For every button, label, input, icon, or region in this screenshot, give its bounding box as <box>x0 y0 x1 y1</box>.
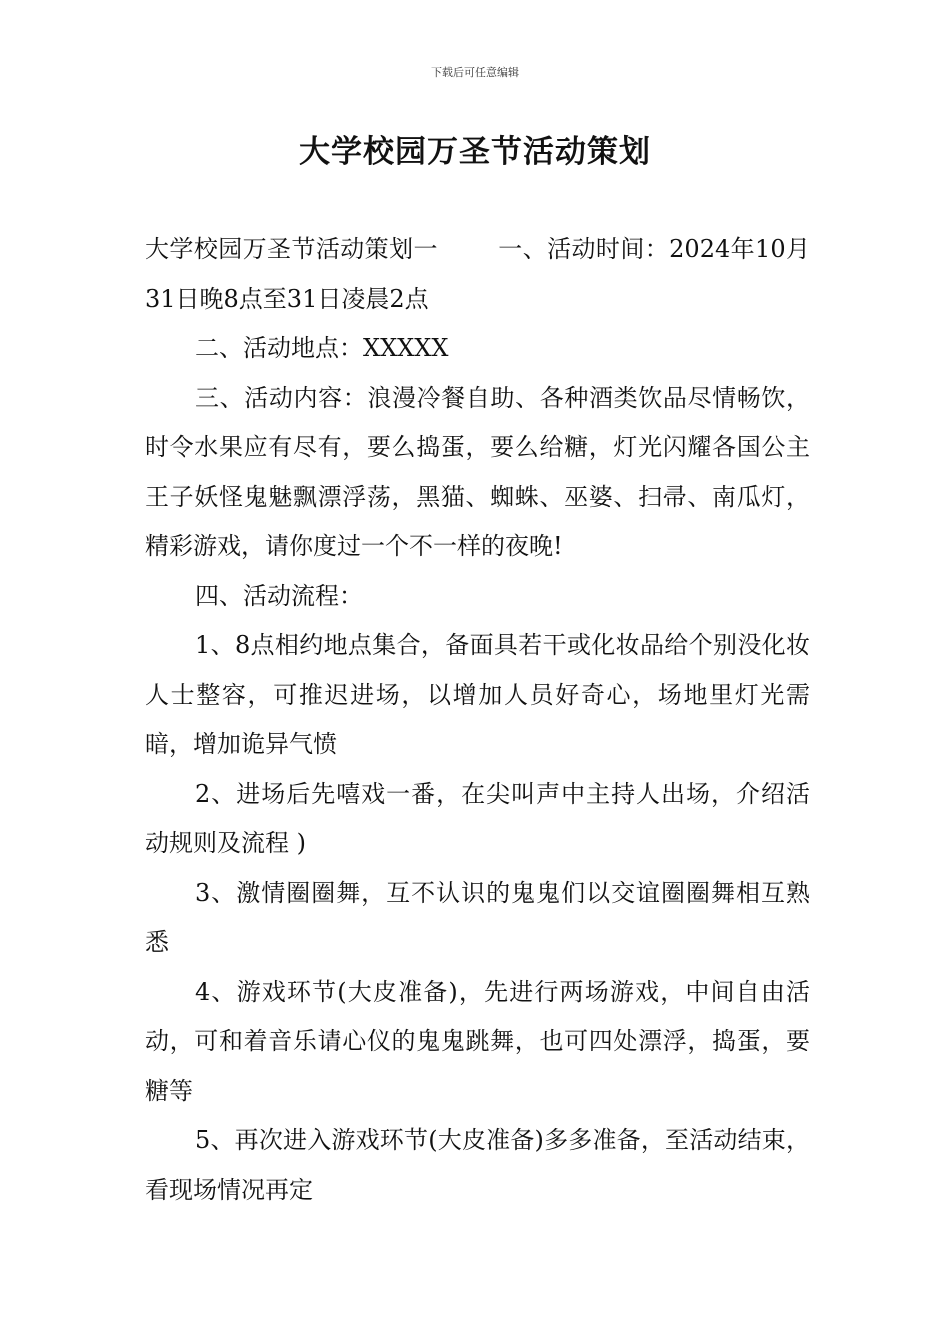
intro-heading: 大学校园万圣节活动策划一 <box>145 235 438 263</box>
page-header-note: 下载后可任意编辑 <box>431 66 519 79</box>
paragraph-step-5: 5、再次进入游戏环节(大皮准备)多多准备，至活动结束，看现场情况再定 <box>145 1126 810 1204</box>
document-body <box>145 225 810 1215</box>
paragraph-step-4: 4、游戏环节(大皮准备)，先进行两场游戏，中间自由活动，可和着音乐请心仪的鬼鬼跳舞，也可四处漂浮，捣蛋，要糖等 <box>145 977 810 1105</box>
paragraph-location: 二、活动地点：XXXXX <box>195 334 449 362</box>
activity-time: 一、活动时间：2024年10月31日晚8点至31日凌晨2点 <box>145 235 810 313</box>
paragraph-intro <box>145 225 810 324</box>
paragraph-process-heading: 四、活动流程： <box>195 581 363 610</box>
paragraph-step-2: 2、进场后先嘻戏一番，在尖叫声中主持人出场，介绍活动规则及流程 ) <box>145 779 810 857</box>
paragraph-step-1: 1、8点相约地点集合，备面具若干或化妆品给个别没化妆人士整容，可推迟进场，以增加人员好奇心，场地里灯光需暗，增加诡异气愤 <box>145 631 810 758</box>
paragraph-content: 三、活动内容：浪漫冷餐自助、各种酒类饮品尽情畅饮，时令水果应有尽有，要么捣蛋，要么给糖，灯光闪耀各国公主王子妖怪鬼魅飘漂浮荡，黑猫、蜘蛛、巫婆、扫帚、南瓜灯，精彩游戏，请你度过一个不一样的夜晚! <box>145 383 810 560</box>
document-title: 大学校园万圣节活动策划 <box>299 134 651 170</box>
paragraph-step-3: 3、激情圈圈舞，互不认识的鬼鬼们以交谊圈圈舞相互熟悉 <box>145 878 810 956</box>
